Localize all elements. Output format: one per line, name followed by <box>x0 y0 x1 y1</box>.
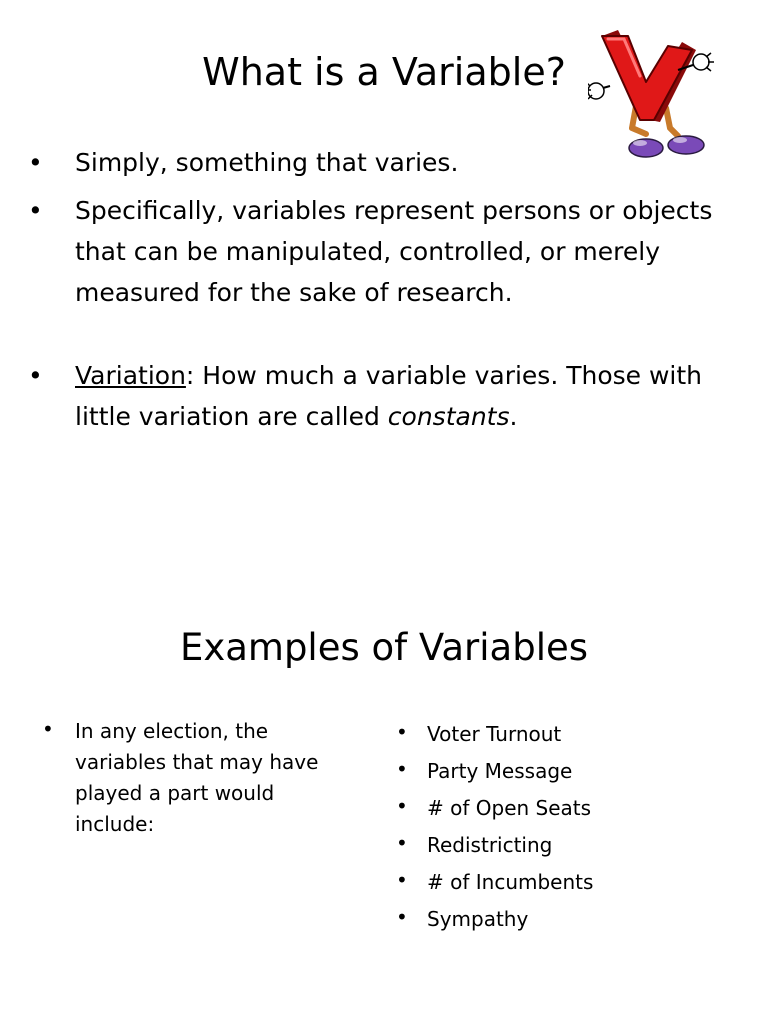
left-column-list <box>42 716 342 840</box>
definition-bullet-list <box>28 142 718 444</box>
slide-title: What is a Variable? <box>202 50 566 94</box>
list-item: • Simply, something that varies. <box>28 142 718 183</box>
list-item: • In any election, the variables that may have played a part would include: <box>42 716 342 840</box>
list-item: • Redistricting <box>396 827 696 864</box>
slide-examples-of-variables <box>0 576 768 1024</box>
variation-term: Variation <box>75 361 186 390</box>
list-item: • Specifically, variables represent persons or objects that can be manipulated, controlled, or merely measured for the sake of research. <box>28 190 718 313</box>
list-item: • Voter Turnout <box>396 716 696 753</box>
slide-title: Examples of Variables <box>179 626 589 669</box>
constants-term: constants <box>387 402 510 431</box>
list-item: • Sympathy <box>396 901 696 938</box>
list-item: • # of Incumbents <box>396 864 696 901</box>
list-item: • Variation: How much a variable varies. Those with little variation are called constants. <box>28 355 718 437</box>
list-item: • Party Message <box>396 753 696 790</box>
list-item: • # of Open Seats <box>396 790 696 827</box>
right-column-list <box>396 716 696 938</box>
